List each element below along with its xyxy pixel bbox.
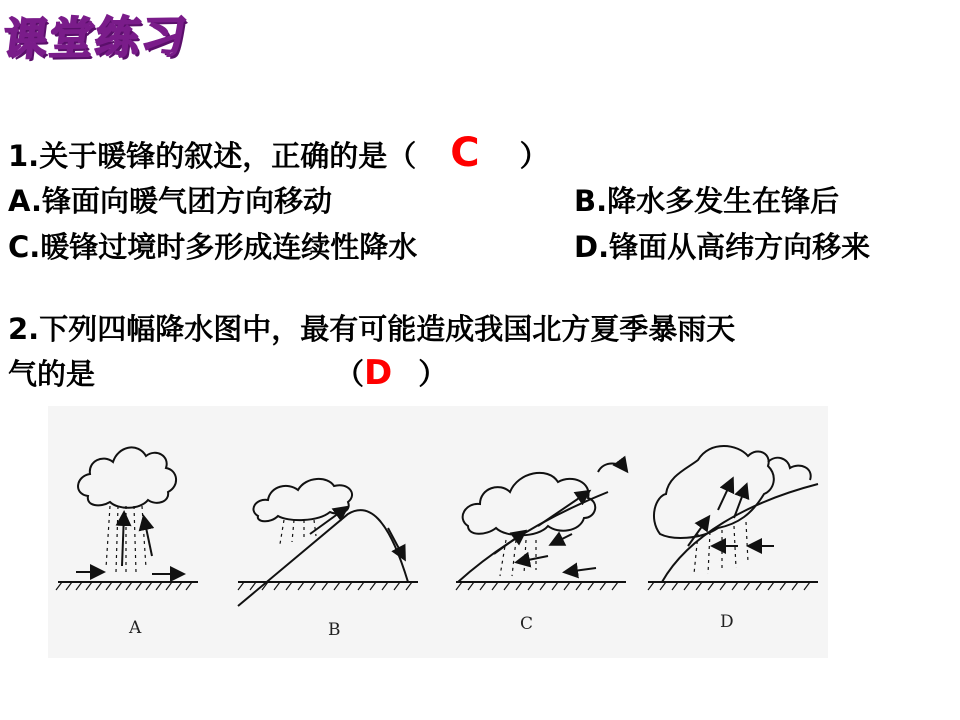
q2-answer: D — [364, 353, 393, 393]
panel-c-diagram — [456, 464, 626, 591]
q1-answer: C — [450, 130, 480, 176]
panel-a-diagram — [56, 447, 198, 590]
slide-title-logo: 课堂练习 — [0, 11, 191, 66]
q1-stem-close: ） — [519, 139, 549, 173]
figure-label-c: C — [520, 614, 534, 634]
figure-label-b: B — [328, 620, 341, 640]
q1-option-a: A.锋面向暖气团方向移动 — [8, 184, 332, 218]
q1-option-d: D.锋面从高纬方向移来 — [574, 230, 871, 264]
panel-d-diagram — [648, 446, 818, 590]
precipitation-figure — [48, 406, 828, 658]
q2-line2-text: 气的是 — [8, 357, 96, 391]
figure-label-a: A — [129, 618, 142, 638]
q2-paren-close: ） — [418, 357, 448, 391]
precipitation-diagrams — [48, 406, 828, 658]
q1-stem-open: 1.关于暖锋的叙述，正确的是（ — [8, 139, 417, 173]
q1-option-c: C.暖锋过境时多形成连续性降水 — [8, 230, 418, 264]
panel-b-diagram — [238, 479, 418, 606]
q2-paren-open: （ — [335, 357, 365, 391]
figure-label-d: D — [720, 612, 734, 632]
q2-line1: 2.下列四幅降水图中，最有可能造成我国北方夏季暴雨天 — [8, 312, 736, 346]
q1-option-b: B.降水多发生在锋后 — [574, 184, 840, 218]
q2-line2 — [8, 354, 447, 393]
q1-stem — [8, 130, 549, 176]
